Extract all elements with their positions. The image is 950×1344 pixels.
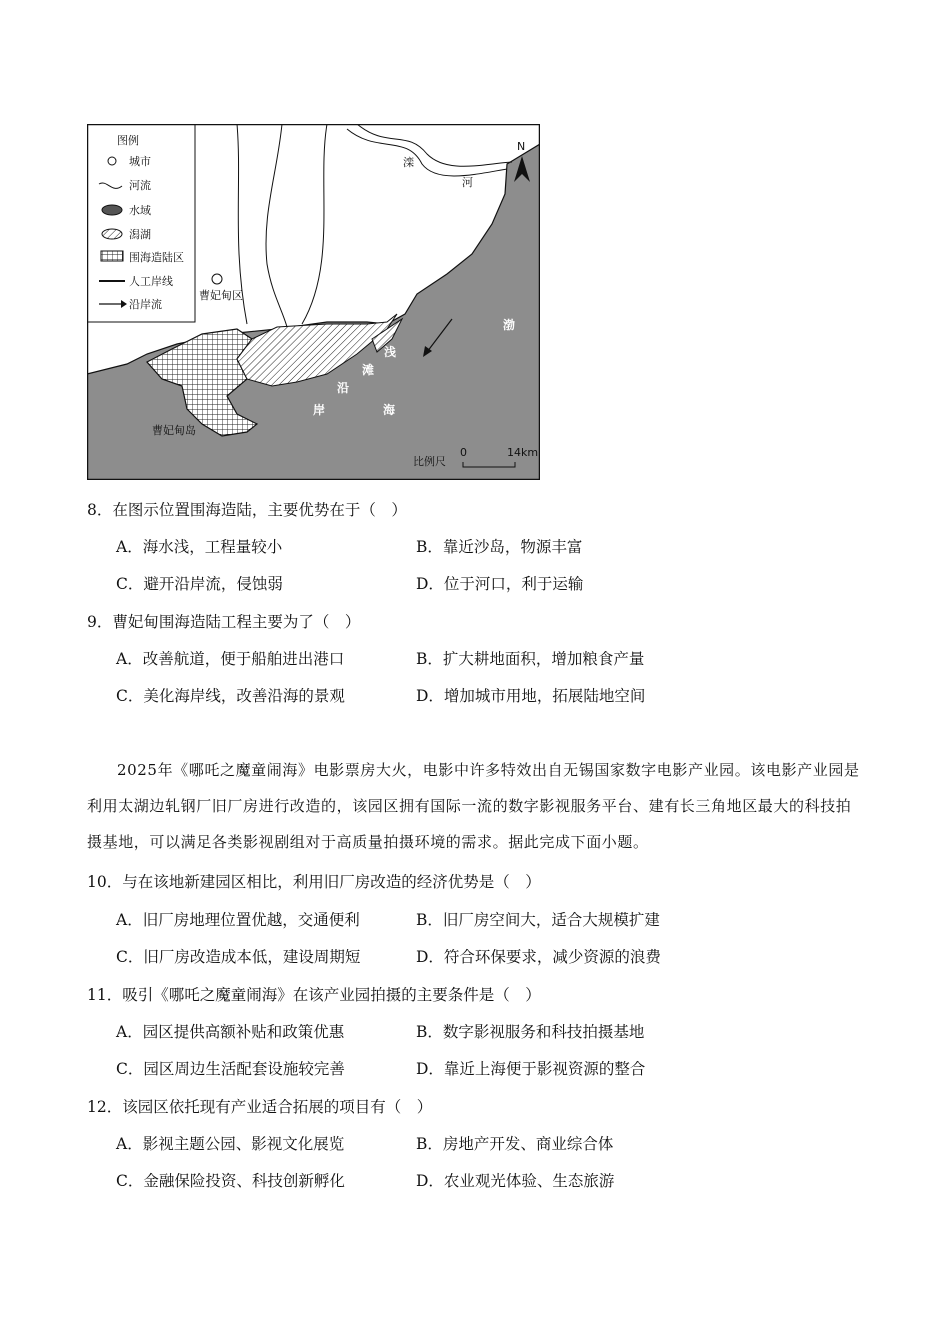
coast-char-5: 海 [383,403,396,417]
question-10-option-b[interactable]: B．旧厂房空间大，适合大规模扩建 [416,911,660,929]
coast-char-3: 沿 [337,381,350,395]
legend-city: 城市 [129,155,151,168]
legend-box [87,124,195,322]
sea-char: 渤 [503,318,516,332]
question-8-option-c[interactable]: C．避开沿岸流，侵蚀弱 [116,575,283,593]
legend-lagoon: 潟湖 [129,228,151,241]
question-12-stem: 12．该园区依托现有产业适合拓展的项目有（ ） [87,1098,433,1116]
legend-coastal-current: 沿岸流 [129,298,162,311]
island-label: 曹妃甸岛 [152,424,196,437]
coast-char-1: 浅 [384,345,397,359]
question-8-option-b[interactable]: B．靠近沙岛，物源丰富 [416,538,583,556]
question-10-stem: 10．与在该地新建园区相比，利用旧厂房改造的经济优势是（ ） [87,873,541,891]
question-11-option-a[interactable]: A．园区提供高额补贴和政策优惠 [116,1023,345,1041]
question-10-option-a[interactable]: A．旧厂房地理位置优越，交通便利 [116,911,360,929]
question-9-stem: 9．曹妃甸围海造陆工程主要为了（ ） [87,613,361,631]
question-10-option-d[interactable]: D．符合环保要求，减少资源的浪费 [416,948,661,966]
passage-text: 2025年《哪吒之魔童闹海》电影票房大火，电影中许多特效出自无锡国家数字电影产业园。该电影产业园是利用太湖边轧钢厂旧厂房进行改造的，该园区拥有国际一流的数字影视服务平台、建有长三角地区最大的科技拍摄基地，可以满足各类影视剧组对于高质量拍摄环境的需求。据此完成下面小题。 [87,761,860,851]
scale-zero: 0 [460,446,467,459]
question-9-option-a[interactable]: A．改善航道，便于船舶进出港口 [116,650,345,668]
city-marker [212,274,222,284]
question-12-option-d[interactable]: D．农业观光体验、生态旅游 [416,1172,615,1190]
question-11-stem: 11．吸引《哪吒之魔童闹海》在该产业园拍摄的主要条件是（ ） [87,986,541,1004]
legend-title: 图例 [117,134,139,147]
north-label: N [517,140,526,153]
question-11-option-d[interactable]: D．靠近上海便于影视资源的整合 [416,1060,646,1078]
question-8-option-a[interactable]: A．海水浅，工程量较小 [116,538,283,556]
question-9-option-d[interactable]: D．增加城市用地，拓展陆地空间 [416,687,646,705]
legend-river: 河流 [129,179,151,192]
coast-char-2: 滩 [362,363,375,377]
passage [87,752,862,860]
legend-reclamation: 围海造陆区 [129,251,184,264]
question-11-option-c[interactable]: C．园区周边生活配套设施较完善 [116,1060,345,1078]
scale-label: 比例尺 [413,455,446,468]
question-12-option-b[interactable]: B．房地产开发、商业综合体 [416,1135,614,1153]
city-label: 曹妃甸区 [199,289,243,302]
question-11-option-b[interactable]: B．数字影视服务和科技拍摄基地 [416,1023,645,1041]
river-char-1: 滦 [403,156,414,169]
river-char-2: 河 [462,176,473,189]
scale-dist: 14km [507,446,539,459]
coast-char-4: 岸 [313,403,326,417]
question-9-option-b[interactable]: B．扩大耕地面积，增加粮食产量 [416,650,645,668]
question-12-option-a[interactable]: A．影视主题公园、影视文化展览 [116,1135,345,1153]
question-8-option-d[interactable]: D．位于河口，利于运输 [416,575,584,593]
question-9-option-c[interactable]: C．美化海岸线，改善沿海的景观 [116,687,345,705]
legend-artificial-coast: 人工岸线 [129,275,173,288]
question-8-stem: 8．在图示位置围海造陆，主要优势在于（ ） [87,501,407,519]
question-10-option-c[interactable]: C．旧厂房改造成本低，建设周期短 [116,948,361,966]
question-12-option-c[interactable]: C．金融保险投资、科技创新孵化 [116,1172,345,1190]
caofeidian-map [87,124,540,480]
legend-water: 水域 [129,204,151,217]
